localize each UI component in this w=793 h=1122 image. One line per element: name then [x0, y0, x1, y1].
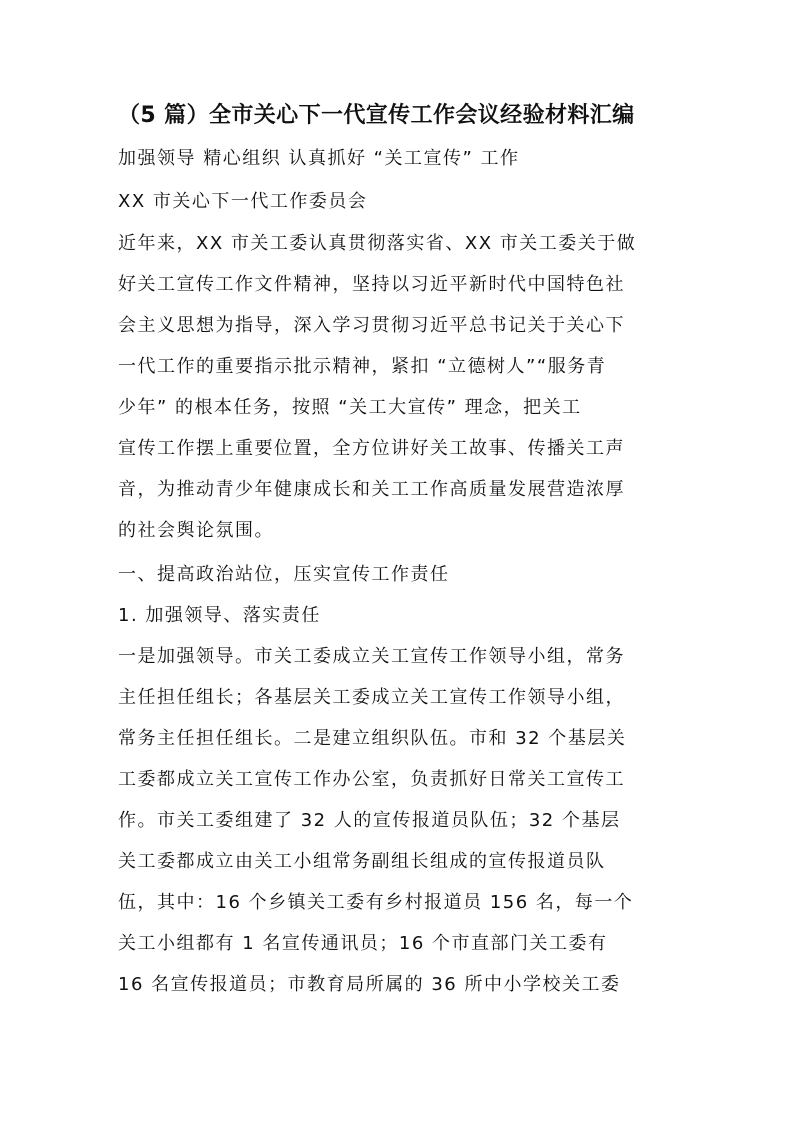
body-line: 会主义思想为指导，深入学习贯彻习近平总书记关于关心下 — [118, 315, 625, 336]
body-line: 宣传工作摆上重要位置，全方位讲好关工故事、传播关工声 — [118, 438, 625, 459]
body-line: 近年来，XX 市关工委认真贯彻落实省、XX 市关工委关于做 — [118, 233, 637, 254]
body-line: 好关工宣传工作文件精神，坚持以习近平新时代中国特色社 — [118, 274, 625, 295]
body-line: 主任担任组长；各基层关工委成立关工宣传工作领导小组， — [118, 687, 625, 708]
body-line: 一代工作的重要指示批示精神，紧扣 “立德树人”“服务青 — [118, 356, 607, 377]
body-line: 常务主任担任组长。二是建立组织队伍。市和 32 个基层关 — [118, 728, 627, 749]
subtitle: 加强领导 精心组织 认真抓好 “关工宣传” 工作 — [118, 148, 520, 169]
organization-line: XX 市关心下一代工作委员会 — [118, 191, 368, 212]
body-line: 作。市关工委组建了 32 人的宣传报道员队伍；32 个基层 — [118, 810, 621, 831]
body-line: 工委都成立关工宣传工作办公室，负责抓好日常关工宣传工 — [118, 769, 625, 790]
subsection-heading: 1. 加强领导、落实责任 — [118, 605, 321, 626]
body-line: 的社会舆论氛围。 — [118, 520, 274, 541]
document-title: （5 篇）全市关心下一代宣传工作会议经验材料汇编 — [118, 103, 635, 128]
body-line: 关工小组都有 1 名宣传通讯员；16 个市直部门关工委有 — [118, 933, 608, 954]
body-line: 伍，其中：16 个乡镇关工委有乡村报道员 156 名，每一个 — [118, 892, 634, 913]
body-line: 音，为推动青少年健康成长和关工工作高质量发展营造浓厚 — [118, 479, 625, 500]
section-heading: 一、提高政治站位，压实宣传工作责任 — [118, 564, 450, 585]
body-line: 16 名宣传报道员；市教育局所属的 36 所中小学校关工委 — [118, 974, 621, 995]
body-line: 少年” 的根本任务，按照 “关工大宣传” 理念，把关工 — [118, 397, 582, 418]
body-line: 关工委都成立由关工小组常务副组长组成的宣传报道员队 — [118, 851, 606, 872]
body-line: 一是加强领导。市关工委成立关工宣传工作领导小组，常务 — [118, 646, 625, 667]
